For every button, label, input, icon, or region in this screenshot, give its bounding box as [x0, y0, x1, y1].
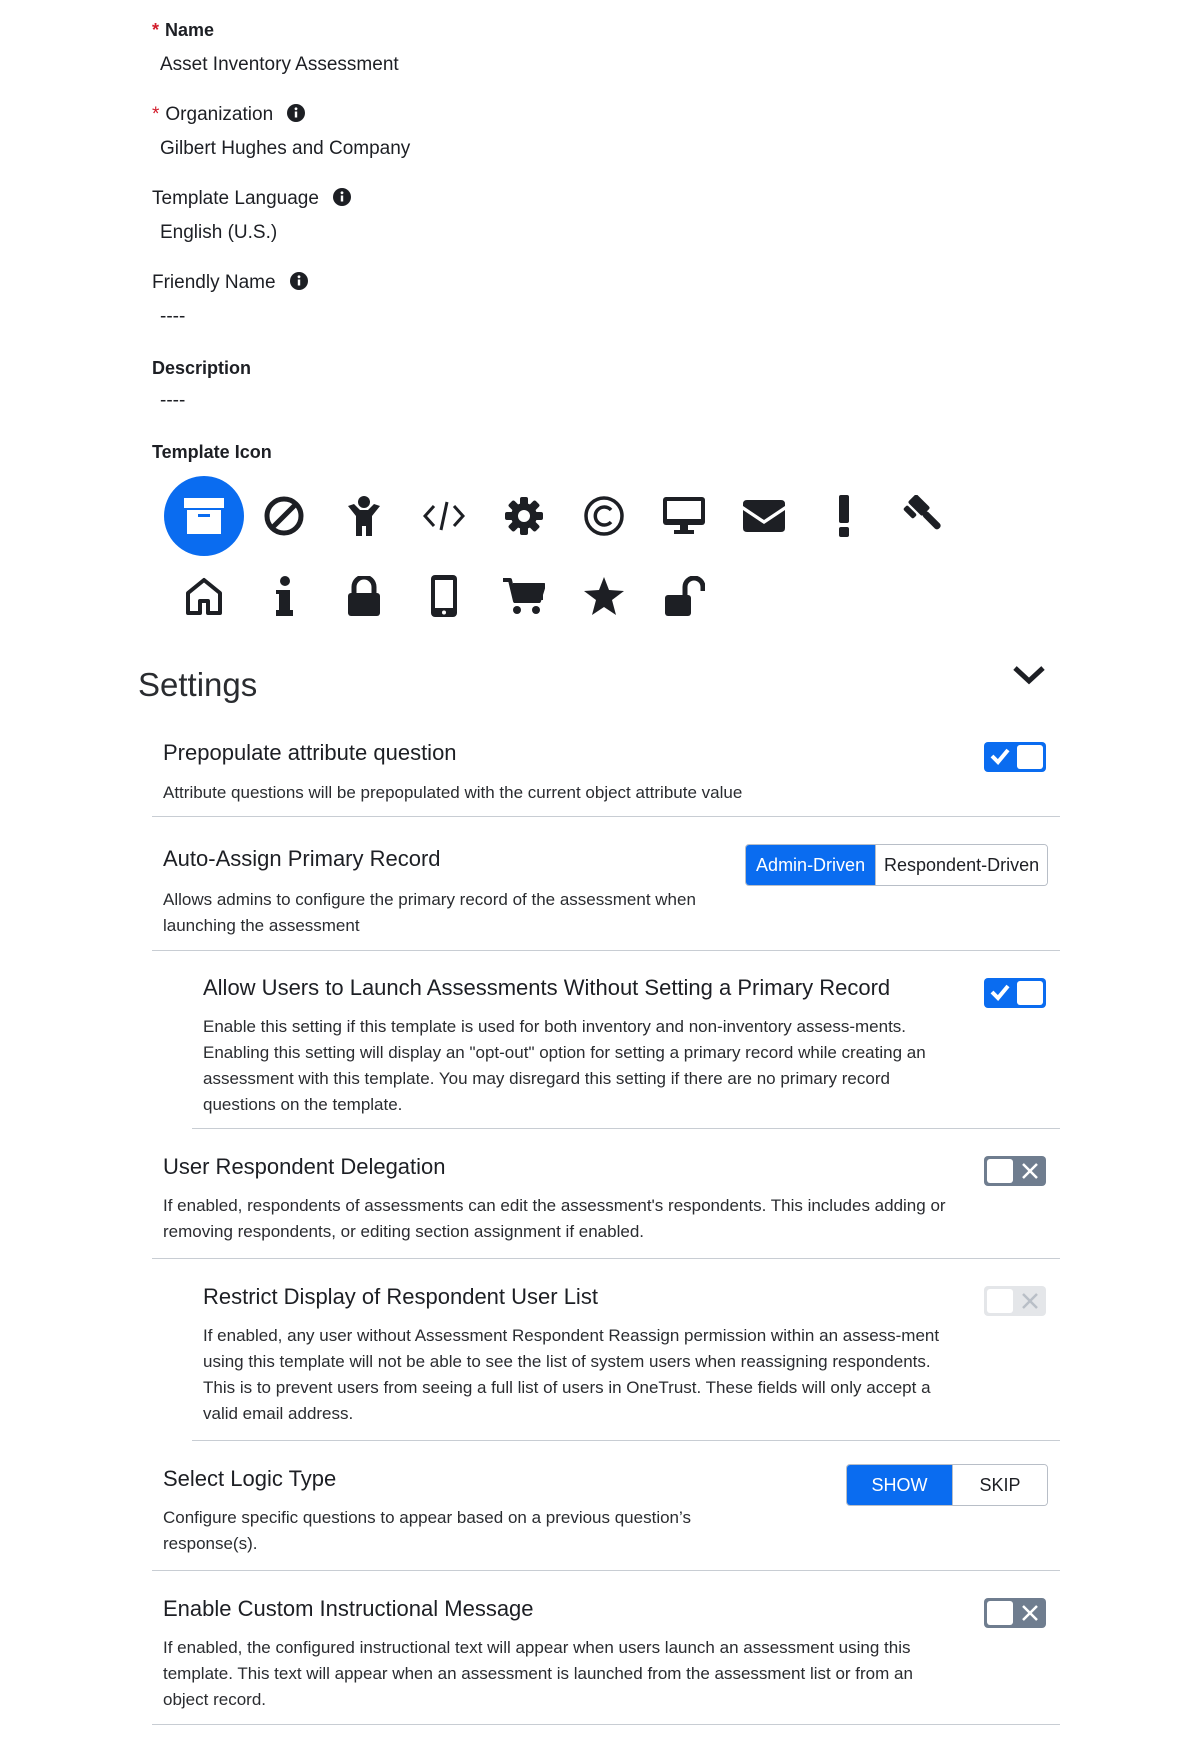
setting-restrict-display — [192, 1258, 1060, 1441]
gavel-icon[interactable] — [884, 476, 964, 556]
organization-value[interactable]: Gilbert Hughes and Company — [160, 138, 411, 159]
unlock-icon[interactable] — [644, 556, 724, 636]
close-icon — [1021, 1292, 1039, 1310]
exclamation-icon[interactable] — [804, 476, 884, 556]
desktop-icon[interactable] — [644, 476, 724, 556]
chevron-down-icon[interactable] — [1012, 664, 1046, 686]
setting-description: Attribute questions will be prepopulated with the current object attribute value — [163, 783, 743, 802]
skip-option[interactable]: SKIP — [952, 1465, 1047, 1505]
setting-description: If enabled, the configured instructional text will appear when users launch an assessment using this template. This text will appear when an assessment is launched from the assessment list or from an object record. — [163, 1638, 913, 1709]
archive-icon[interactable] — [164, 476, 244, 556]
show-option[interactable]: SHOW — [847, 1465, 952, 1505]
home-icon[interactable] — [164, 556, 244, 636]
cart-icon[interactable] — [484, 556, 564, 636]
close-icon — [1021, 1162, 1039, 1180]
setting-logic-type — [152, 1440, 1060, 1571]
organization-label: * Organization — [152, 104, 305, 126]
name-label: * Name — [152, 20, 215, 40]
close-icon — [1021, 1604, 1039, 1622]
setting-title: Prepopulate attribute question — [163, 740, 457, 765]
respondent-driven-option[interactable]: Respondent-Driven — [875, 845, 1047, 885]
logic-type-segmented-control — [846, 1464, 1048, 1506]
template-icon-label: Template Icon — [152, 442, 272, 462]
delegation-toggle[interactable] — [984, 1156, 1046, 1186]
check-icon — [990, 747, 1010, 765]
setting-description: Allows admins to configure the primary record of the assessment when launching the assessment — [163, 890, 696, 935]
setting-description: Configure specific questions to appear based on a previous question’s response(s). — [163, 1508, 691, 1553]
check-icon — [990, 983, 1010, 1001]
setting-title: Allow Users to Launch Assessments Without Setting a Primary Record — [203, 975, 891, 1000]
friendly-name-value[interactable]: ---- — [160, 306, 186, 327]
setting-title: Select Logic Type — [163, 1466, 337, 1491]
setting-auto-assign — [152, 816, 1060, 951]
setting-title: User Respondent Delegation — [163, 1154, 446, 1179]
setting-title: Enable Custom Instructional Message — [163, 1596, 534, 1621]
auto-assign-segmented-control — [745, 844, 1048, 886]
info-icon[interactable] — [244, 556, 324, 636]
info-icon[interactable] — [287, 104, 305, 122]
admin-driven-option[interactable]: Admin-Driven — [746, 845, 875, 885]
copyright-icon[interactable] — [564, 476, 644, 556]
prepopulate-toggle[interactable] — [984, 742, 1046, 772]
description-label: Description — [152, 358, 252, 378]
mobile-icon[interactable] — [404, 556, 484, 636]
setting-title: Restrict Display of Respondent User List — [203, 1284, 598, 1309]
setting-prepopulate — [152, 728, 1060, 817]
friendly-name-label: Friendly Name — [152, 272, 308, 294]
info-icon[interactable] — [290, 272, 308, 290]
code-icon[interactable] — [404, 476, 484, 556]
envelope-icon[interactable] — [724, 476, 804, 556]
gear-icon[interactable] — [484, 476, 564, 556]
setting-delegation — [152, 1128, 1060, 1259]
setting-instructional-message — [152, 1570, 1060, 1725]
template-language-value[interactable]: English (U.S.) — [160, 222, 278, 243]
instructional-message-toggle[interactable] — [984, 1598, 1046, 1628]
setting-allow-launch — [192, 950, 1060, 1129]
restrict-display-toggle[interactable] — [984, 1286, 1046, 1316]
child-icon[interactable] — [324, 476, 404, 556]
allow-launch-toggle[interactable] — [984, 978, 1046, 1008]
template-language-label: Template Language — [152, 188, 351, 210]
description-value[interactable]: ---- — [160, 390, 186, 411]
star-icon[interactable] — [564, 556, 644, 636]
ban-icon[interactable] — [244, 476, 324, 556]
setting-description: Enable this setting if this template is used for both inventory and non-inventory assess-ments. Enabling this setting will display an "opt-out" option for setting a primary record while creating an assessment with this template. You may disregard this setting if there are no primary record questions on the template. — [203, 1017, 926, 1114]
setting-description: If enabled, respondents of assessments can edit the assessment's respondents. This includes adding or removing respondents, or editing section assignment if enabled. — [163, 1196, 946, 1241]
lock-icon[interactable] — [324, 556, 404, 636]
info-icon[interactable] — [333, 188, 351, 206]
settings-title: Settings — [138, 666, 258, 703]
name-value[interactable]: Asset Inventory Assessment — [160, 54, 399, 75]
setting-title: Auto-Assign Primary Record — [163, 846, 441, 871]
setting-description: If enabled, any user without Assessment Respondent Reassign permission within an assess-ment using this template will not be able to see the list of system users when reassigning respondents. This is to prevent users from seeing a full list of users in OneTrust. These fields will only accept a valid email address. — [203, 1326, 940, 1423]
